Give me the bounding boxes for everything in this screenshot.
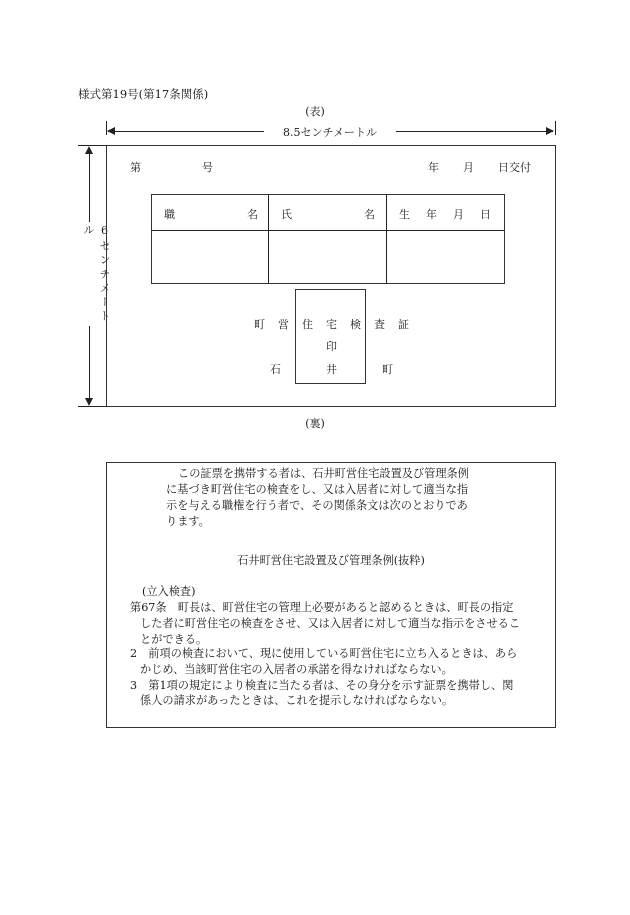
date-year: 年 xyxy=(428,161,439,174)
cell-birthdate xyxy=(387,231,504,283)
number-suffix: 号 xyxy=(202,161,213,174)
arrow-right-icon xyxy=(546,127,554,135)
arrow-left-icon xyxy=(107,127,115,135)
arrow-down-icon xyxy=(85,398,93,406)
height-label: 6センチメートル xyxy=(82,224,111,324)
front-label: (表) xyxy=(305,105,325,118)
date-month: 月 xyxy=(463,161,474,174)
header-birthdate: 生 年 月 日 xyxy=(399,208,491,221)
width-label: 8.5センチメートル xyxy=(282,126,378,139)
cell-name xyxy=(269,231,386,283)
arrow-up-icon xyxy=(85,146,93,154)
article-caption: (立入検査) xyxy=(142,585,196,598)
header-job-title: 職 名 xyxy=(164,208,258,221)
back-label: (裏) xyxy=(305,417,325,430)
header-name: 氏 名 xyxy=(281,208,375,221)
date-day: 日交付 xyxy=(498,161,531,174)
seal-char: 印 xyxy=(326,340,337,353)
number-prefix: 第 xyxy=(130,161,141,174)
cell-job-title xyxy=(152,231,268,283)
excerpt-title: 石井町営住宅設置及び管理条例(抜粋) xyxy=(237,554,425,567)
form-title: 様式第19号(第17条関係) xyxy=(78,87,209,101)
